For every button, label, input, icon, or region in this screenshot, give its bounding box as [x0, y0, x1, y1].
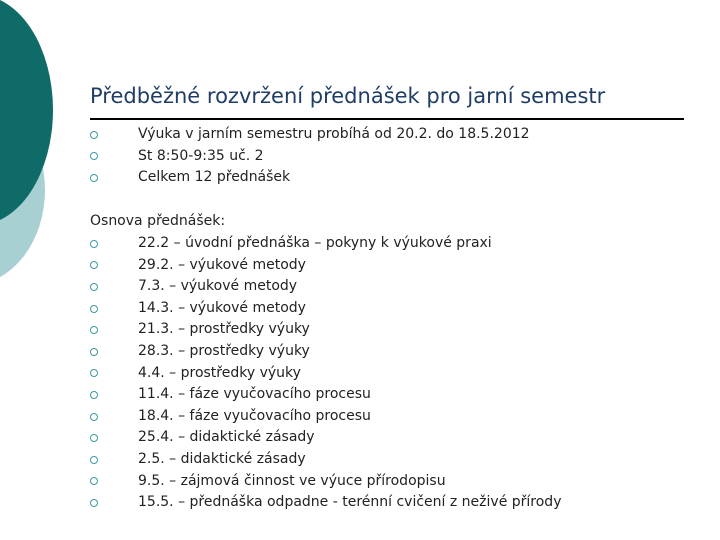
- circle-bullet-icon: [90, 326, 98, 334]
- circle-bullet-icon: [90, 413, 98, 421]
- circle-bullet-icon: [90, 477, 98, 485]
- circle-bullet-icon: [90, 369, 98, 377]
- circle-bullet-icon: [90, 174, 98, 182]
- circle-bullet-icon: [90, 305, 98, 313]
- outline-heading: Osnova přednášek:: [90, 213, 226, 229]
- slide-title: Předběžné rozvržení přednášek pro jarní semestr: [90, 84, 606, 108]
- title-underline: [90, 118, 684, 120]
- circle-bullet-icon: [90, 348, 98, 356]
- dark-teal-circle: [0, 0, 53, 225]
- circle-bullet-icon: [90, 456, 98, 464]
- circle-bullet-icon: [90, 283, 98, 291]
- circle-bullet-icon: [90, 499, 98, 507]
- circle-bullet-icon: [90, 131, 98, 139]
- decorative-circles: [0, 0, 100, 300]
- circle-bullet-icon: [90, 240, 98, 248]
- circle-bullet-icon: [90, 434, 98, 442]
- circle-bullet-icon: [90, 391, 98, 399]
